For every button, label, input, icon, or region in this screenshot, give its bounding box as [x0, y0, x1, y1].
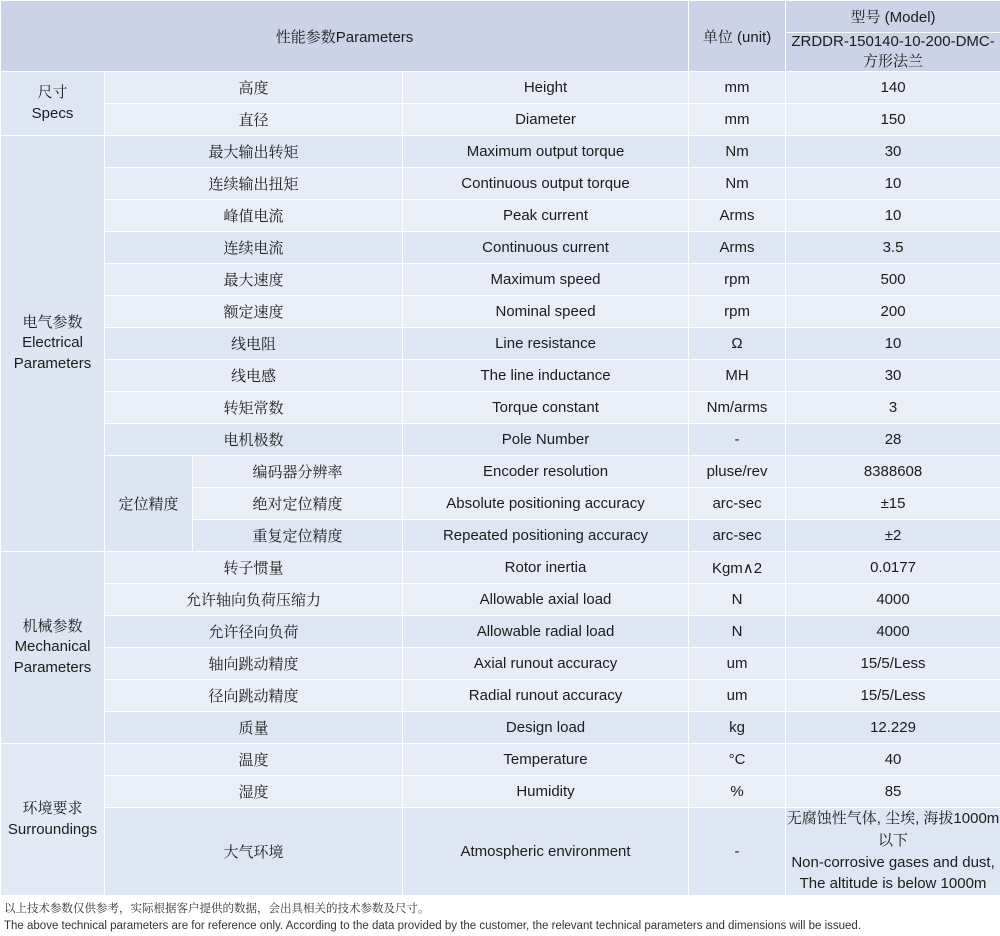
row-value-line-inductance: 30 [786, 360, 1000, 392]
row-label-en-absolute-accuracy: Absolute positioning accuracy [403, 488, 689, 520]
group-label-surroundings-en: Surroundings [1, 820, 104, 840]
row-label-cn-max-torque: 最大输出转矩 [105, 136, 403, 168]
group-label-mechanical-cn: 机械参数 [1, 617, 104, 637]
row-label-cn-diameter: 直径 [105, 104, 403, 136]
header-parameters: 性能参数Parameters [1, 1, 689, 72]
row-value-atmosphere-line2: Non-corrosive gases and dust, [786, 852, 1000, 874]
row-label-cn-peak-current: 峰值电流 [105, 200, 403, 232]
row-label-en-encoder-resolution: Encoder resolution [403, 456, 689, 488]
row-unit-max-torque: Nm [689, 136, 786, 168]
row-value-cont-current: 3.5 [786, 232, 1000, 264]
table-row [1, 456, 1000, 488]
row-unit-height: mm [689, 72, 786, 104]
group-label-electrical-cn: 电气参数 [1, 313, 104, 333]
group-label-mechanical-en2: Parameters [1, 658, 104, 678]
group-label-mechanical [1, 552, 105, 744]
group-label-specs-cn: 尺寸 [1, 83, 104, 103]
row-label-cn-height: 高度 [105, 72, 403, 104]
row-label-cn-radial-load: 允许径向负荷 [105, 616, 403, 648]
row-value-line-resistance: 10 [786, 328, 1000, 360]
row-value-axial-runout: 15/5/Less [786, 648, 1000, 680]
group-label-surroundings [1, 744, 105, 896]
row-label-cn-cont-current: 连续电流 [105, 232, 403, 264]
row-value-rotor-inertia: 0.0177 [786, 552, 1000, 584]
row-label-en-diameter: Diameter [403, 104, 689, 136]
row-unit-max-speed: rpm [689, 264, 786, 296]
row-label-en-axial-runout: Axial runout accuracy [403, 648, 689, 680]
row-unit-line-inductance: MH [689, 360, 786, 392]
row-label-en-temperature: Temperature [403, 744, 689, 776]
table-row [1, 808, 1000, 896]
row-value-repeated-accuracy: ±2 [786, 520, 1000, 552]
row-label-cn-max-speed: 最大速度 [105, 264, 403, 296]
row-unit-repeated-accuracy: arc-sec [689, 520, 786, 552]
footnote-line-cn: 以上技术参数仅供参考，实际根据客户提供的数据，会出具相关的技术参数及尺寸。 [4, 901, 996, 918]
group-label-electrical-en1: Electrical [1, 333, 104, 353]
row-unit-radial-load: N [689, 616, 786, 648]
row-label-en-design-load: Design load [403, 712, 689, 744]
row-unit-nominal-speed: rpm [689, 296, 786, 328]
group-label-electrical [1, 136, 105, 552]
table-row [1, 680, 1000, 712]
row-value-design-load: 12.229 [786, 712, 1000, 744]
table-row [1, 168, 1000, 200]
row-label-en-pole-number: Pole Number [403, 424, 689, 456]
row-label-cn-axial-load: 允许轴向负荷压缩力 [105, 584, 403, 616]
row-unit-diameter: mm [689, 104, 786, 136]
row-label-cn-repeated-accuracy: 重复定位精度 [193, 520, 403, 552]
table-row [1, 776, 1000, 808]
row-unit-absolute-accuracy: arc-sec [689, 488, 786, 520]
table-row [1, 360, 1000, 392]
row-unit-torque-constant: Nm/arms [689, 392, 786, 424]
row-value-max-torque: 30 [786, 136, 1000, 168]
row-label-cn-design-load: 质量 [105, 712, 403, 744]
table-row [1, 744, 1000, 776]
table-row [1, 136, 1000, 168]
group-label-specs [1, 72, 105, 136]
row-label-en-height: Height [403, 72, 689, 104]
table-row [1, 616, 1000, 648]
row-label-en-repeated-accuracy: Repeated positioning accuracy [403, 520, 689, 552]
table-row [1, 200, 1000, 232]
row-unit-line-resistance: Ω [689, 328, 786, 360]
row-label-cn-line-resistance: 线电阻 [105, 328, 403, 360]
row-label-cn-rotor-inertia: 转子惯量 [105, 552, 403, 584]
row-label-en-line-resistance: Line resistance [403, 328, 689, 360]
row-unit-radial-runout: um [689, 680, 786, 712]
row-unit-temperature: °C [689, 744, 786, 776]
row-value-pole-number: 28 [786, 424, 1000, 456]
row-value-radial-runout: 15/5/Less [786, 680, 1000, 712]
row-unit-cont-current: Arms [689, 232, 786, 264]
row-label-en-atmosphere: Atmospheric environment [403, 808, 689, 896]
table-header-row [1, 1, 1000, 33]
row-value-atmosphere [786, 808, 1000, 896]
table-row [1, 104, 1000, 136]
group-label-specs-en: Specs [1, 104, 104, 124]
table-row [1, 424, 1000, 456]
row-unit-rotor-inertia: Kgm∧2 [689, 552, 786, 584]
row-value-axial-load: 4000 [786, 584, 1000, 616]
row-value-absolute-accuracy: ±15 [786, 488, 1000, 520]
row-label-en-radial-load: Allowable radial load [403, 616, 689, 648]
row-value-max-speed: 500 [786, 264, 1000, 296]
row-label-cn-line-inductance: 线电感 [105, 360, 403, 392]
table-row [1, 392, 1000, 424]
row-label-en-nominal-speed: Nominal speed [403, 296, 689, 328]
row-label-en-torque-constant: Torque constant [403, 392, 689, 424]
header-model-title: 型号 (Model) [786, 1, 1000, 33]
group-label-electrical-en2: Parameters [1, 354, 104, 374]
header-model-value: ZRDDR-150140-10-200-DMC-方形法兰 [786, 33, 1000, 72]
row-value-height: 140 [786, 72, 1000, 104]
row-unit-pole-number: - [689, 424, 786, 456]
row-unit-peak-current: Arms [689, 200, 786, 232]
row-value-humidity: 85 [786, 776, 1000, 808]
row-label-cn-radial-runout: 径向跳动精度 [105, 680, 403, 712]
table-row [1, 712, 1000, 744]
row-label-cn-absolute-accuracy: 绝对定位精度 [193, 488, 403, 520]
row-label-en-cont-torque: Continuous output torque [403, 168, 689, 200]
row-label-en-max-speed: Maximum speed [403, 264, 689, 296]
row-value-torque-constant: 3 [786, 392, 1000, 424]
table-row [1, 72, 1000, 104]
row-unit-encoder-resolution: pluse/rev [689, 456, 786, 488]
group-label-mechanical-en1: Mechanical [1, 637, 104, 657]
table-row [1, 584, 1000, 616]
row-unit-cont-torque: Nm [689, 168, 786, 200]
row-label-cn-humidity: 湿度 [105, 776, 403, 808]
row-value-temperature: 40 [786, 744, 1000, 776]
table-row [1, 232, 1000, 264]
row-label-en-rotor-inertia: Rotor inertia [403, 552, 689, 584]
row-label-cn-torque-constant: 转矩常数 [105, 392, 403, 424]
row-value-peak-current: 10 [786, 200, 1000, 232]
table-row [1, 328, 1000, 360]
row-unit-humidity: % [689, 776, 786, 808]
table-row [1, 296, 1000, 328]
row-label-cn-atmosphere: 大气环境 [105, 808, 403, 896]
row-value-atmosphere-line3: The altitude is below 1000m [786, 873, 1000, 895]
table-row [1, 264, 1000, 296]
row-label-en-humidity: Humidity [403, 776, 689, 808]
group-label-surroundings-cn: 环境要求 [1, 799, 104, 819]
row-label-cn-nominal-speed: 额定速度 [105, 296, 403, 328]
row-label-en-radial-runout: Radial runout accuracy [403, 680, 689, 712]
row-unit-atmosphere: - [689, 808, 786, 896]
row-label-cn-temperature: 温度 [105, 744, 403, 776]
row-unit-axial-runout: um [689, 648, 786, 680]
row-unit-design-load: kg [689, 712, 786, 744]
row-unit-axial-load: N [689, 584, 786, 616]
row-value-cont-torque: 10 [786, 168, 1000, 200]
row-value-nominal-speed: 200 [786, 296, 1000, 328]
row-value-diameter: 150 [786, 104, 1000, 136]
row-value-radial-load: 4000 [786, 616, 1000, 648]
row-value-encoder-resolution: 8388608 [786, 456, 1000, 488]
row-label-cn-pole-number: 电机极数 [105, 424, 403, 456]
row-label-cn-axial-runout: 轴向跳动精度 [105, 648, 403, 680]
row-label-en-max-torque: Maximum output torque [403, 136, 689, 168]
table-row [1, 648, 1000, 680]
row-label-en-axial-load: Allowable axial load [403, 584, 689, 616]
row-label-en-line-inductance: The line inductance [403, 360, 689, 392]
footnote-line-en: The above technical parameters are for reference only. According to the data provided by the customer, the relevant technical parameters and dimensions will be issued. [4, 918, 996, 935]
row-label-en-cont-current: Continuous current [403, 232, 689, 264]
row-label-en-peak-current: Peak current [403, 200, 689, 232]
row-label-cn-encoder-resolution: 编码器分辨率 [193, 456, 403, 488]
subgroup-label-positioning-accuracy: 定位精度 [105, 456, 193, 552]
header-unit: 单位 (unit) [689, 1, 786, 72]
row-label-cn-cont-torque: 连续输出扭矩 [105, 168, 403, 200]
footnote [0, 896, 1000, 936]
table-row [1, 552, 1000, 584]
row-value-atmosphere-line1: 无腐蚀性气体, 尘埃, 海拔1000m以下 [786, 808, 1000, 852]
